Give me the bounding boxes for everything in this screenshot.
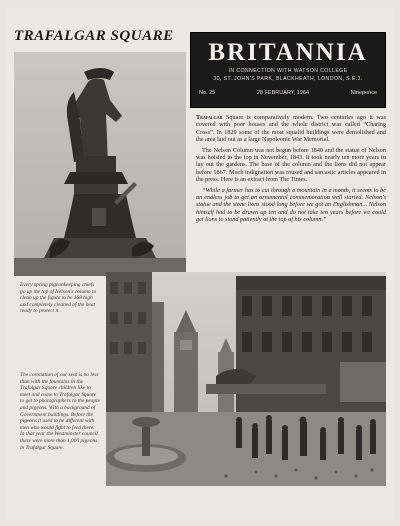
photo-caption-top: Every spring pigeonkeeping chiefs go up the top of Nelson's column to clean up the figure to be 168 high and completely cleaned of the heat ready to protect it. — [20, 282, 97, 315]
magazine-page — [6, 8, 394, 520]
section-title: TRAFALGAR SQUARE — [14, 28, 174, 44]
masthead-line-2: 30, ST. JOHN'S PARK, BLACKHEATH, LONDON, S.E.3. — [213, 76, 363, 82]
article-paragraph-1 — [196, 114, 386, 144]
article-lead-word: Trafalgar — [196, 114, 223, 121]
photo-caption-bottom: The coronation of our seat is no less than with the fountains in the Trafalgar Square children like to meet and come to Trafalgar Square to get to photographers to the people and pigeons. With a background of Government buildings. Before the pigeons it used to be different with men who would fight to feed there. In that year the Westminster council there were more than 1,000 pigeons in Trafalgar Square. — [20, 372, 100, 451]
article-quote: “While a farmer has to cut through a mountain in a month, it seems to be an endless job to get an ornamental commemoration well started. Nelson's statue and the stone lions stood long before we got an Englishman... Nelson himself had to be drawn up ten and do not take ten years before we could get lions to stand patiently at the top of his column.” — [196, 186, 386, 224]
issue-date: 28 FEBRUARY, 1964 — [256, 90, 309, 96]
article-body — [196, 114, 386, 227]
masthead-title: BRITANNIA — [208, 39, 368, 66]
masthead-meta — [199, 90, 377, 96]
masthead — [190, 32, 386, 108]
trafalgar-square-image — [106, 272, 386, 486]
masthead-line-1: IN CONNECTION WITH WATSON COLLEGE — [228, 68, 348, 74]
article-paragraph-2: The Nelson Column was not begun before 1840 and the statue of Nelson was hoisted to the top in November, 1843. It took nearly ten more years to lay out the gardens. The base of the column and the lions did not appear before 1867. Much indignation was roused and sarcastic articles appeared in the press. Here is an extract from The Times. — [196, 146, 386, 184]
trafalgar-square-photo — [106, 272, 386, 486]
issue-number: No. 25 — [199, 90, 216, 96]
nelson-statue-photo — [14, 52, 186, 276]
issue-price: Ninepence — [350, 90, 377, 96]
article-paragraph-1-text: Square is comparatively modern. Two centuries ago it was covered with poor houses and the whole district was called “Charing Cross”. In 1829 some of the most squalid buildings were demolished and the area laid out as a large Napoleonic War Memorial. — [196, 114, 386, 144]
nelson-statue-image — [14, 52, 186, 276]
